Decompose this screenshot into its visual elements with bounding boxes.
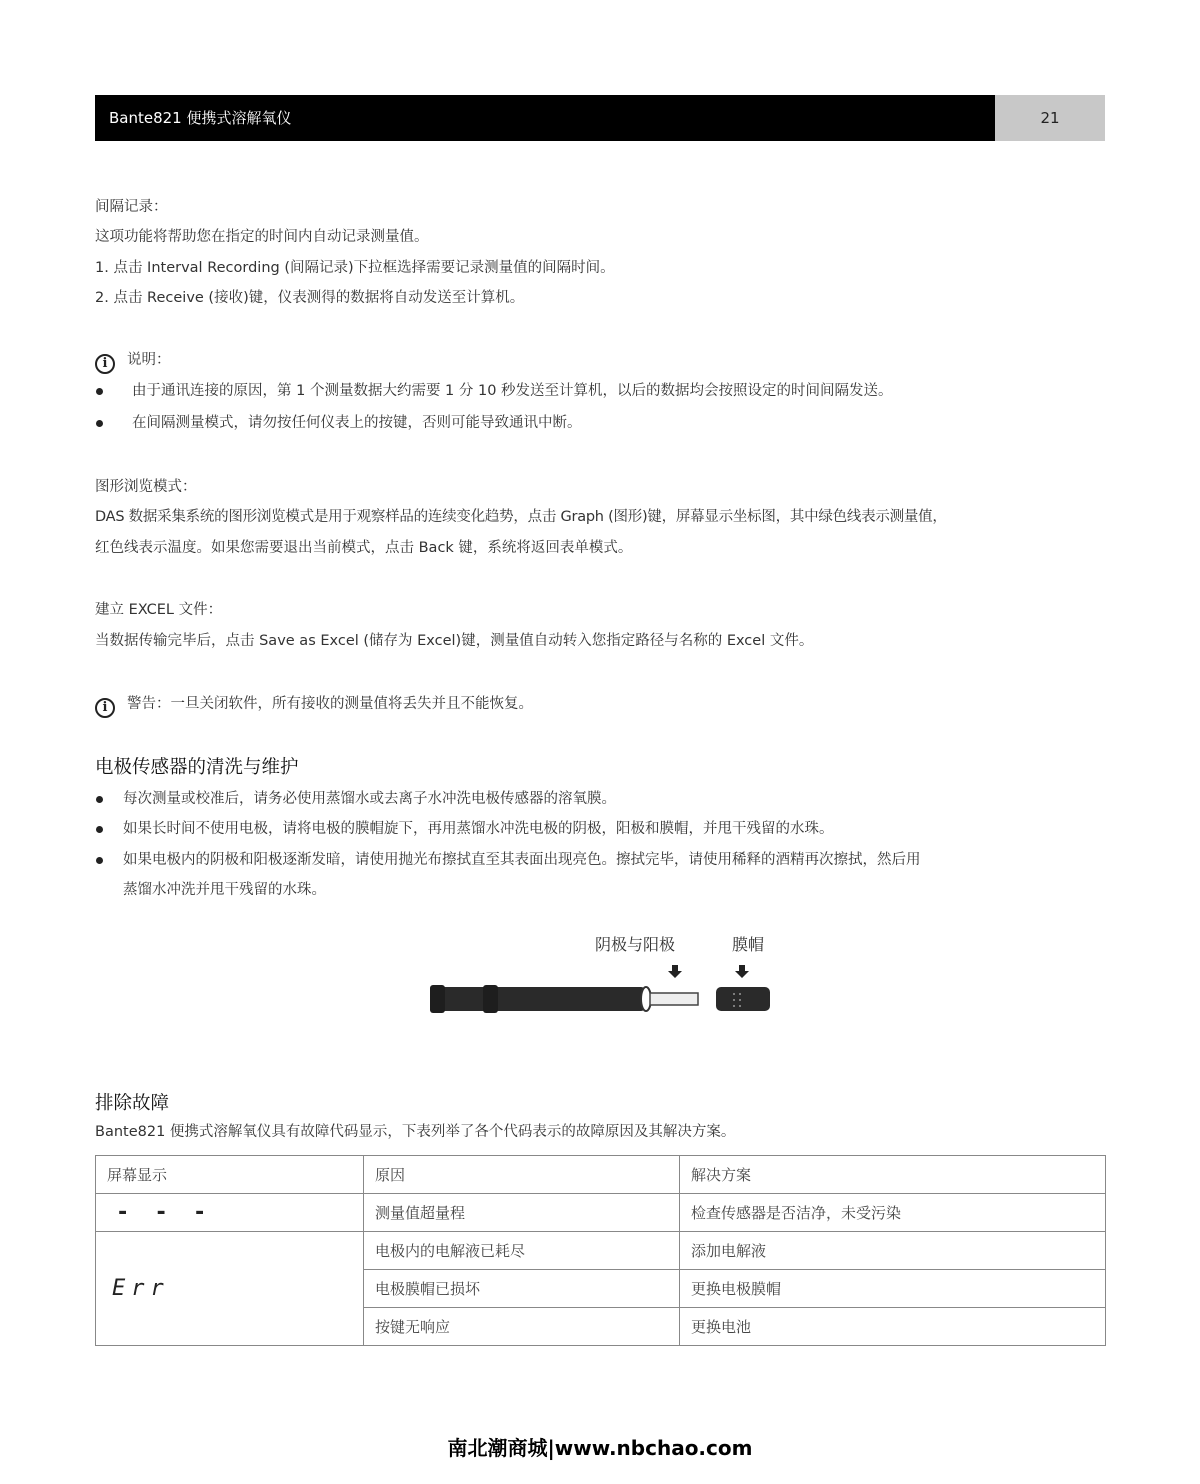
warning-text: 警告：一旦关闭软件，所有接收的测量值将丢失并且不能恢复。 (127, 696, 533, 712)
display-code: Err (96, 1232, 364, 1346)
bullet-icon (96, 857, 103, 864)
table-row (96, 1232, 1106, 1270)
interval-step-1: 1. 点击 Interval Recording (间隔记录)下拉框选择需要记录测量值的间隔时间。 (95, 260, 615, 276)
electrode-body (430, 987, 645, 1011)
cause: 电极膜帽已损坏 (364, 1270, 680, 1308)
bullet-icon (96, 388, 103, 395)
interval-intro: 这项功能将帮助您在指定的时间内自动记录测量值。 (95, 229, 429, 245)
graph-text: 红色线表示温度。如果您需要退出当前模式，点击 Back 键，系统将返回表单模式。 (95, 540, 633, 556)
section-heading: 排除故障 (95, 1093, 170, 1114)
membrane-cap (716, 987, 770, 1011)
label-cap: 膜帽 (732, 935, 765, 954)
note-item: 由于通讯连接的原因，第 1 个测量数据大约需要 1 分 10 秒发送至计算机，以后的数据均会按照设定的时间间隔发送。 (132, 383, 893, 399)
section-heading: 电极传感器的清洗与维护 (95, 757, 299, 778)
electrode-diagram (420, 960, 790, 1020)
warning (95, 694, 533, 718)
maintenance-item: 如果电极内的阴极和阳极逐渐发暗，请使用抛光布擦拭直至其表面出现亮色。擦拭完毕，请使用稀释的酒精再次擦拭，然后用 (123, 852, 921, 868)
note-title (95, 350, 171, 374)
excel-title: 建立 EXCEL 文件： (95, 602, 223, 618)
graph-title: 图形浏览模式： (95, 479, 197, 495)
excel-text: 当数据传输完毕后，点击 Save as Excel (储存为 Excel)键，测量值自动转入您指定路径与名称的 Excel 文件。 (95, 633, 814, 649)
footer-watermark: 南北潮商城|www.nbchao.com (447, 1436, 753, 1460)
solution: 更换电池 (680, 1308, 1106, 1346)
cause: 按键无响应 (364, 1308, 680, 1346)
troubleshooting-intro: Bante821 便携式溶解氧仪具有故障代码显示，下表列举了各个代码表示的故障原因及其解决方案。 (95, 1124, 736, 1140)
note-title-text: 说明： (127, 352, 171, 368)
maintenance-item: 如果长时间不使用电极，请将电极的膜帽旋下，再用蒸馏水冲洗电极的阴极，阳极和膜帽，并甩干残留的水珠。 (123, 821, 834, 837)
cause: 电极内的电解液已耗尽 (364, 1232, 680, 1270)
maintenance-item-cont: 蒸馏水冲洗并甩干残留的水珠。 (123, 882, 326, 898)
info-icon: i (95, 698, 115, 718)
table-header-row (96, 1156, 1106, 1194)
interval-step-2: 2. 点击 Receive (接收)键，仪表测得的数据将自动发送至计算机。 (95, 290, 525, 306)
table-row (96, 1194, 1106, 1232)
page-number: 21 (995, 95, 1105, 141)
electrodes (650, 993, 698, 1005)
table-header: 屏幕显示 (96, 1156, 364, 1194)
header-title: Bante821 便携式溶解氧仪 (95, 95, 995, 141)
solution: 添加电解液 (680, 1232, 1106, 1270)
maintenance-item: 每次测量或校准后，请务必使用蒸馏水或去离子水冲洗电极传感器的溶氧膜。 (123, 791, 616, 807)
solution: 更换电极膜帽 (680, 1270, 1106, 1308)
info-icon: i (95, 354, 115, 374)
troubleshooting-table (95, 1155, 1106, 1346)
solution: 检查传感器是否洁净，未受污染 (680, 1194, 1106, 1232)
label-electrodes: 阴极与阳极 (595, 935, 676, 954)
display-code: - - - (96, 1194, 364, 1232)
table-header: 原因 (364, 1156, 680, 1194)
cause: 测量值超量程 (364, 1194, 680, 1232)
interval-title: 间隔记录： (95, 199, 168, 215)
note-item: 在间隔测量模式，请勿按任何仪表上的按键，否则可能导致通讯中断。 (132, 415, 582, 431)
arrow-down-icon (735, 965, 749, 978)
graph-text: DAS 数据采集系统的图形浏览模式是用于观察样品的连续变化趋势，点击 Graph (图形)键，屏幕显示坐标图，其中绿色线表示测量值， (95, 509, 947, 525)
bullet-icon (96, 420, 103, 427)
table-header: 解决方案 (680, 1156, 1106, 1194)
bullet-icon (96, 826, 103, 833)
arrow-down-icon (668, 965, 682, 978)
bullet-icon (96, 796, 103, 803)
